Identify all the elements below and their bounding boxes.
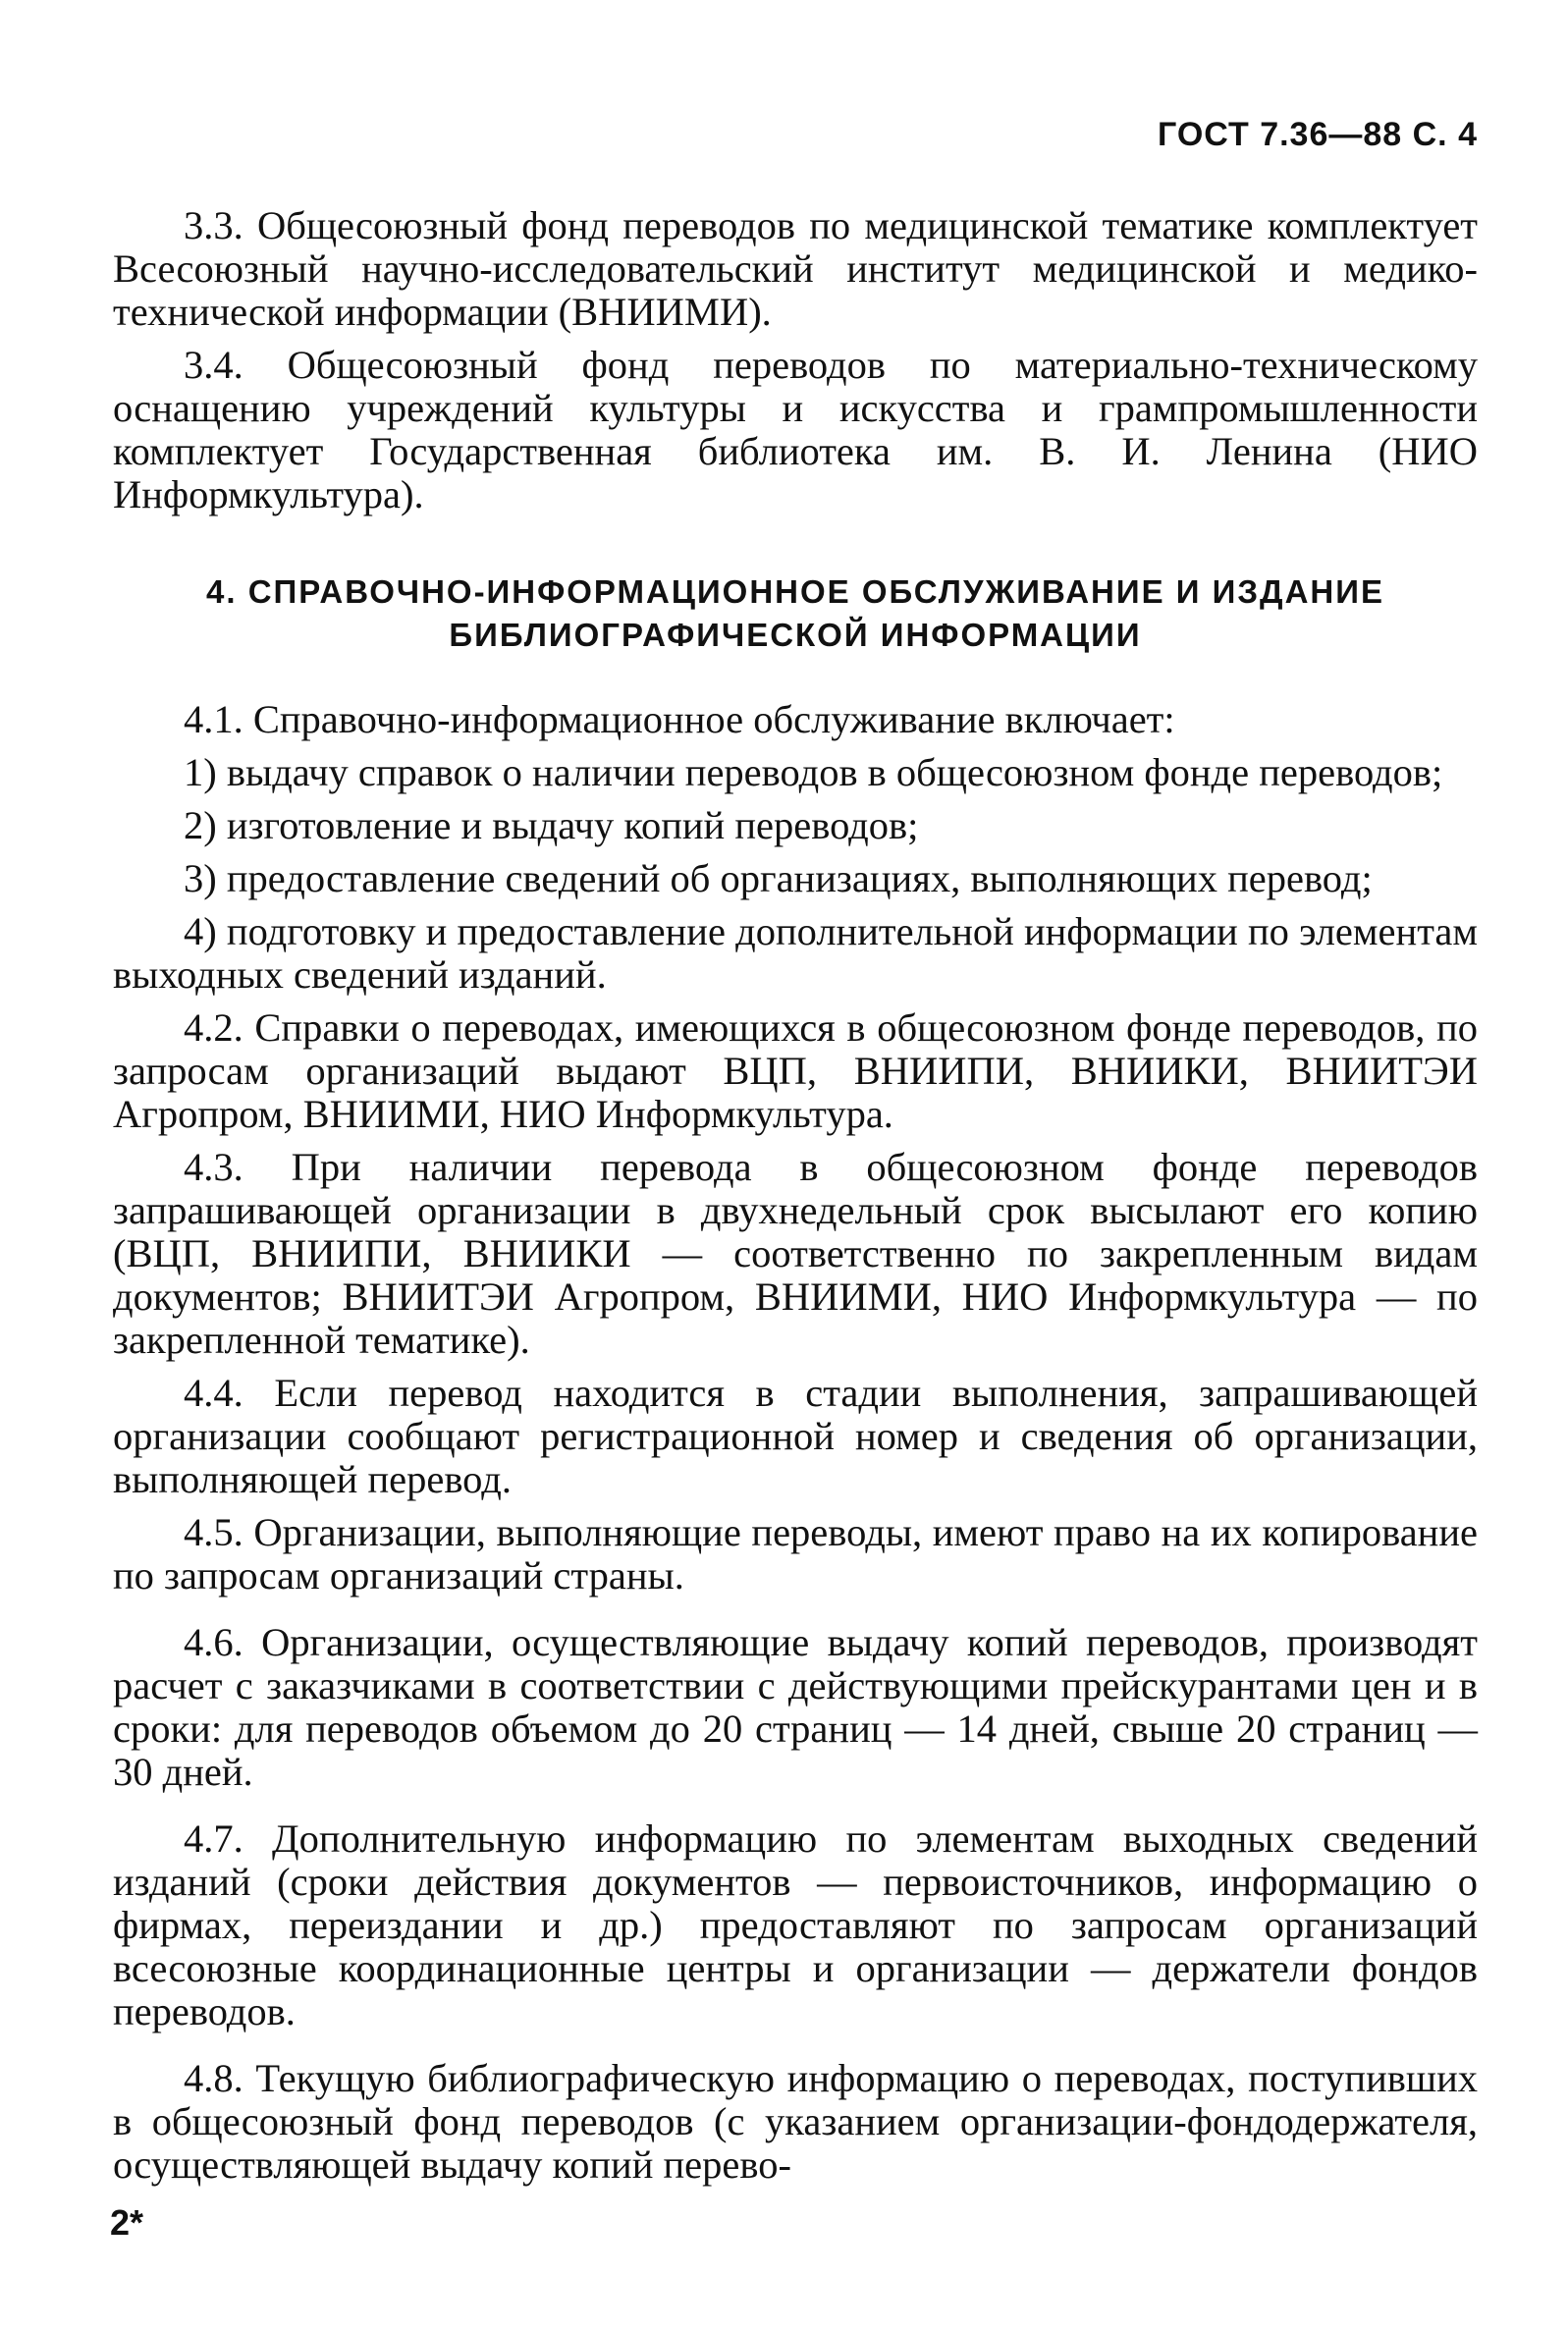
list-item-1: 1) выдачу справок о наличии переводов в общесоюзном фонде переводов; [184, 750, 1443, 794]
paragraph-4-6: 4.6. Организации, осуществляющие выдачу копий переводов, производят расчет с заказчиками в соответствии с действующими прейскурантами цен и в сроки: для переводов объемом до 20 страниц — 14 дней, свыше 20 страниц — 30 дней. [113, 1620, 1478, 1794]
paragraph-4-1: 4.1. Справочно-информационное обслуживание включает: [184, 697, 1175, 741]
page-header: ГОСТ 7.36—88 С. 4 [1158, 116, 1478, 153]
list-item-2: 2) изготовление и выдачу копий переводов; [184, 803, 919, 847]
section-heading: 4. СПРАВОЧНО-ИНФОРМАЦИОННОЕ ОБСЛУЖИВАНИЕ И ИЗДАНИЕ БИБЛИОГРАФИЧЕСКОЙ ИНФОРМАЦИИ [206, 573, 1384, 653]
signature-mark: 2* [110, 2202, 144, 2243]
list-item-3: 3) предоставление сведений об организациях, выполняющих перевод; [184, 856, 1373, 900]
paragraph-4-7: 4.7. Дополнительную информацию по элементам выходных сведений изданий (сроки действия документов — первоисточников, информацию о фирмах, переиздании и др.) предоставляют по запросам организаций всесоюзные координационные центры и организации — держатели фондов переводов. [113, 1816, 1478, 2033]
paragraph-4-3: 4.3. При наличии перевода в общесоюзном фонде переводов запрашивающей организации в двухнедельный срок высылают его копию (ВЦП, ВНИИПИ, ВНИИКИ — соответственно по закрепленным видам документов; ВНИИТЭИ Агропром, ВНИИМИ, НИО Информкультура — по закрепленной тематике). [113, 1145, 1478, 1362]
paragraph-3-3: 3.3. Общесоюзный фонд переводов по медицинской тематике комплектует Всесоюзный научно-исследовательский институт медицинской и медико-технической информации (ВНИИМИ). [113, 203, 1478, 334]
paragraph-4-5: 4.5. Организации, выполняющие переводы, имеют право на их копирование по запросам организаций страны. [113, 1510, 1478, 1598]
paragraph-4-4: 4.4. Если перевод находится в стадии выполнения, запрашивающей организации сообщают регистрационной номер и сведения об организации, выполняющей перевод. [113, 1371, 1478, 1501]
paragraph-4-8: 4.8. Текущую библиографическую информацию о переводах, поступивших в общесоюзный фонд переводов (с указанием организации-фондодержателя, осуществляющей выдачу копий перево- [113, 2056, 1478, 2187]
document-body [113, 204, 1478, 2196]
paragraph-3-4: 3.4. Общесоюзный фонд переводов по материально-техническому оснащению учреждений культуры и искусства и грампромышленности комплектует Государственная библиотека им. В. И. Ленина (НИО Информкультура). [113, 343, 1478, 516]
paragraph-4-2: 4.2. Справки о переводах, имеющихся в общесоюзном фонде переводов, по запросам организаций выдают ВЦП, ВНИИПИ, ВНИИКИ, ВНИИТЭИ Агропром, ВНИИМИ, НИО Информкультура. [113, 1005, 1478, 1136]
list-item-4: 4) подготовку и предоставление дополнительной информации по элементам выходных сведений изданий. [113, 909, 1478, 997]
